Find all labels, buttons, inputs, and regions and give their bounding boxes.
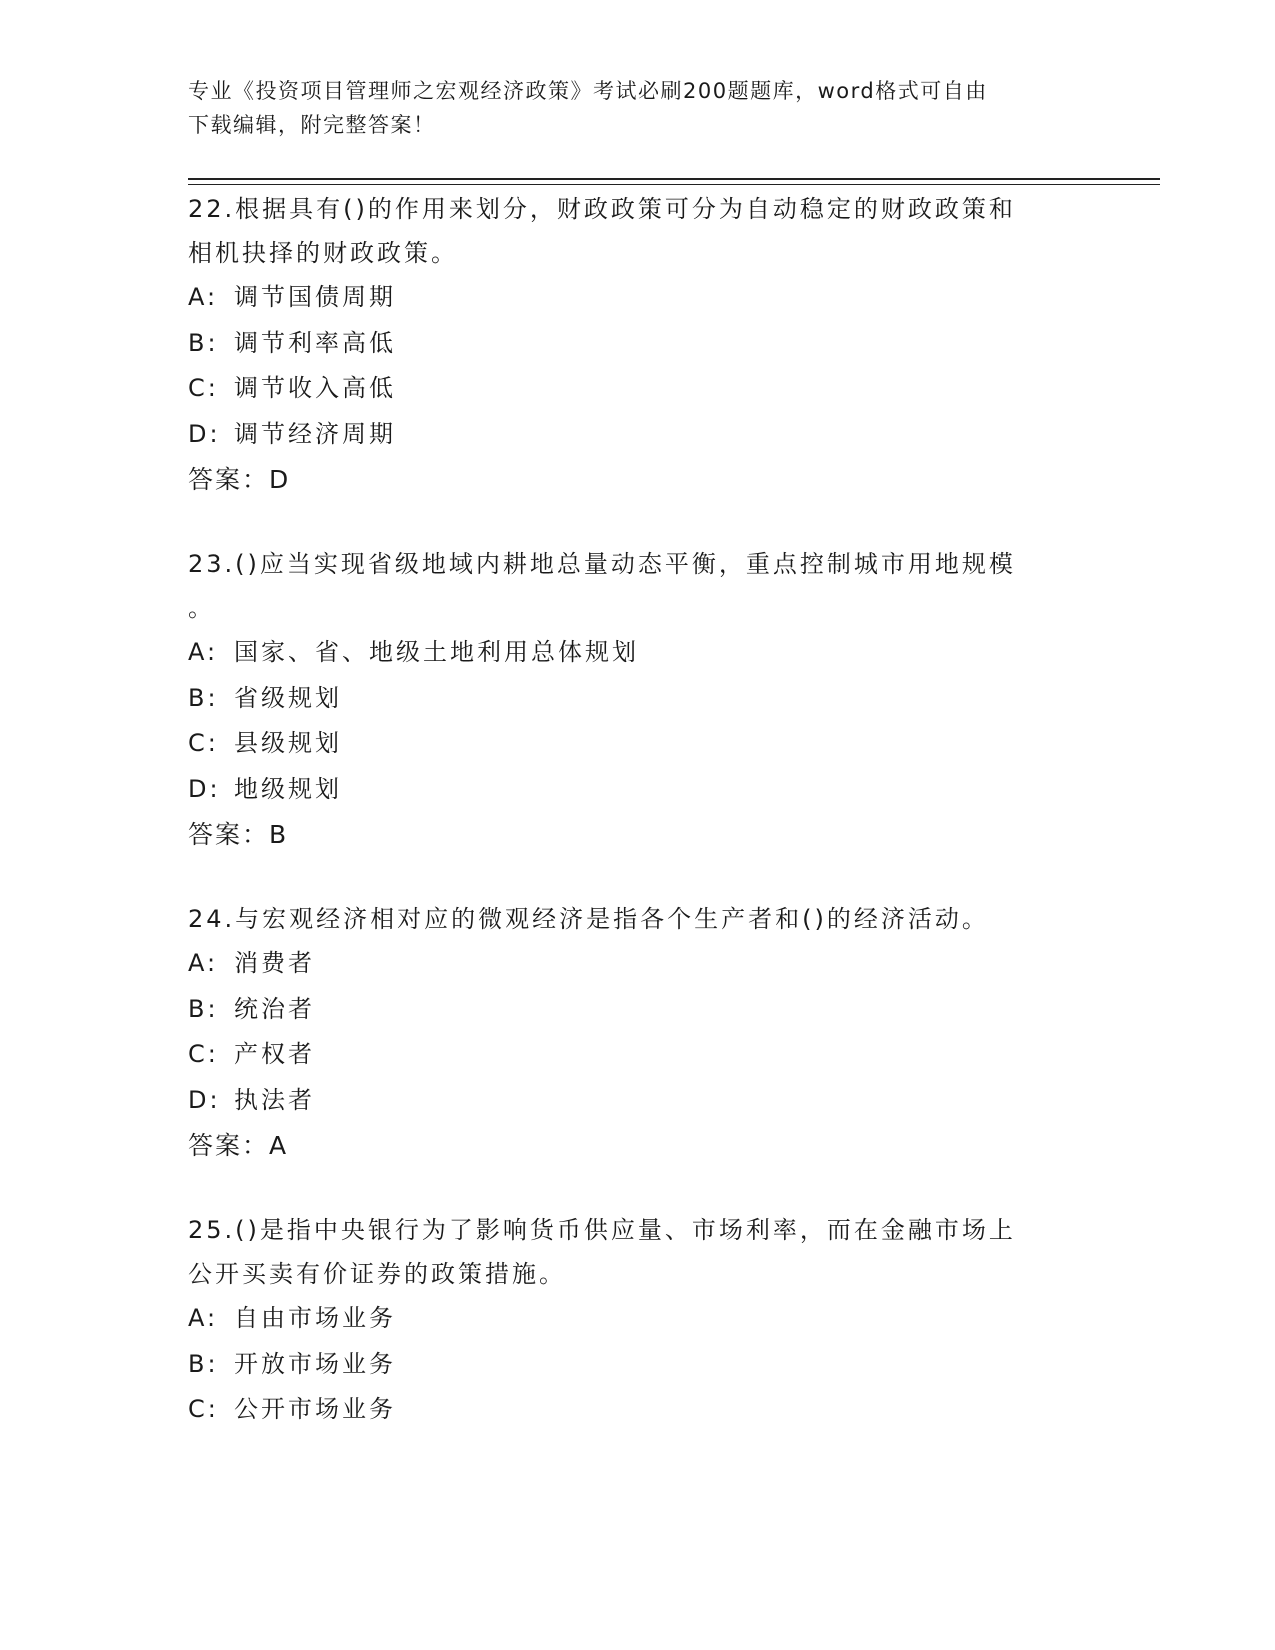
option-key: C:: [188, 374, 219, 402]
header-divider-thick: [188, 178, 1160, 180]
option-key: C:: [188, 1040, 219, 1068]
answer-line: 答案：A: [188, 1131, 289, 1160]
answer-line: 答案：B: [188, 820, 289, 849]
option-key: B:: [188, 994, 219, 1023]
question-stem-line-1: 22.根据具有()的作用来划分，财政政策可分为自动稳定的财政政策和: [188, 195, 1016, 223]
option-key: D:: [188, 419, 221, 448]
option-text: 调节收入高低: [234, 374, 396, 402]
option-d: [188, 767, 1088, 813]
question-stem-line-1: 24.与宏观经济相对应的微观经济是指各个生产者和()的经济活动。: [188, 905, 989, 933]
option-key: D:: [188, 774, 221, 803]
option-key: C:: [188, 1395, 219, 1423]
option-text: 调节利率高低: [234, 328, 396, 357]
option-key: B:: [188, 1349, 219, 1378]
option-c: [188, 1387, 1088, 1433]
option-d: [188, 1078, 1088, 1124]
option-c: [188, 721, 1088, 767]
option-c: [188, 1032, 1088, 1078]
option-text: 县级规划: [234, 729, 342, 757]
option-text: 公开市场业务: [234, 1395, 396, 1423]
option-a: [188, 1296, 1088, 1342]
option-b: [188, 676, 1088, 722]
question-stem: [188, 187, 1088, 275]
option-key: A:: [188, 283, 219, 311]
question-24: [188, 897, 1088, 1169]
question-stem-line-2: 公开买卖有价证券的政策措施。: [188, 1260, 566, 1288]
intro-line-2: 下载编辑，附完整答案！: [188, 113, 436, 137]
question-25: [188, 1208, 1088, 1433]
option-text: 产权者: [234, 1040, 315, 1068]
option-key: D:: [188, 1085, 221, 1114]
option-a: [188, 941, 1088, 987]
option-text: 调节国债周期: [234, 283, 396, 311]
option-text: 统治者: [234, 994, 315, 1023]
question-stem-line-1: 23.()应当实现省级地域内耕地总量动态平衡，重点控制城市用地规模: [188, 550, 1016, 578]
question-list: [188, 187, 1088, 1472]
question-stem: [188, 897, 1088, 941]
option-b: [188, 987, 1088, 1033]
option-key: A:: [188, 949, 219, 977]
option-key: B:: [188, 683, 219, 712]
option-key: C:: [188, 729, 219, 757]
option-key: A:: [188, 638, 219, 666]
option-key: B:: [188, 328, 219, 357]
option-text: 地级规划: [234, 774, 342, 803]
intro-line-1: 专业《投资项目管理师之宏观经济政策》考试必刷200题题库，word格式可自由: [188, 79, 988, 103]
option-text: 执法者: [234, 1085, 315, 1114]
question-stem-line-1: 25.()是指中央银行为了影响货币供应量、市场利率，而在金融市场上: [188, 1216, 1016, 1244]
question-stem: [188, 542, 1088, 630]
option-b: [188, 1342, 1088, 1388]
question-stem: [188, 1208, 1088, 1296]
option-key: A:: [188, 1304, 219, 1332]
question-23: [188, 542, 1088, 858]
option-text: 省级规划: [234, 683, 342, 712]
option-text: 开放市场业务: [234, 1349, 396, 1378]
option-a: [188, 630, 1088, 676]
header-divider-thin: [188, 184, 1160, 185]
option-text: 国家、省、地级土地利用总体规划: [234, 638, 639, 666]
option-text: 消费者: [234, 949, 315, 977]
option-d: [188, 412, 1088, 458]
option-text: 自由市场业务: [234, 1304, 396, 1332]
answer-line: 答案：D: [188, 465, 291, 494]
option-text: 调节经济周期: [234, 419, 396, 448]
question-stem-line-2: 。: [188, 594, 215, 622]
option-a: [188, 275, 1088, 321]
question-22: [188, 187, 1088, 503]
option-c: [188, 366, 1088, 412]
document-intro: [188, 74, 1088, 142]
option-b: [188, 321, 1088, 367]
question-stem-line-2: 相机抉择的财政政策。: [188, 239, 458, 267]
